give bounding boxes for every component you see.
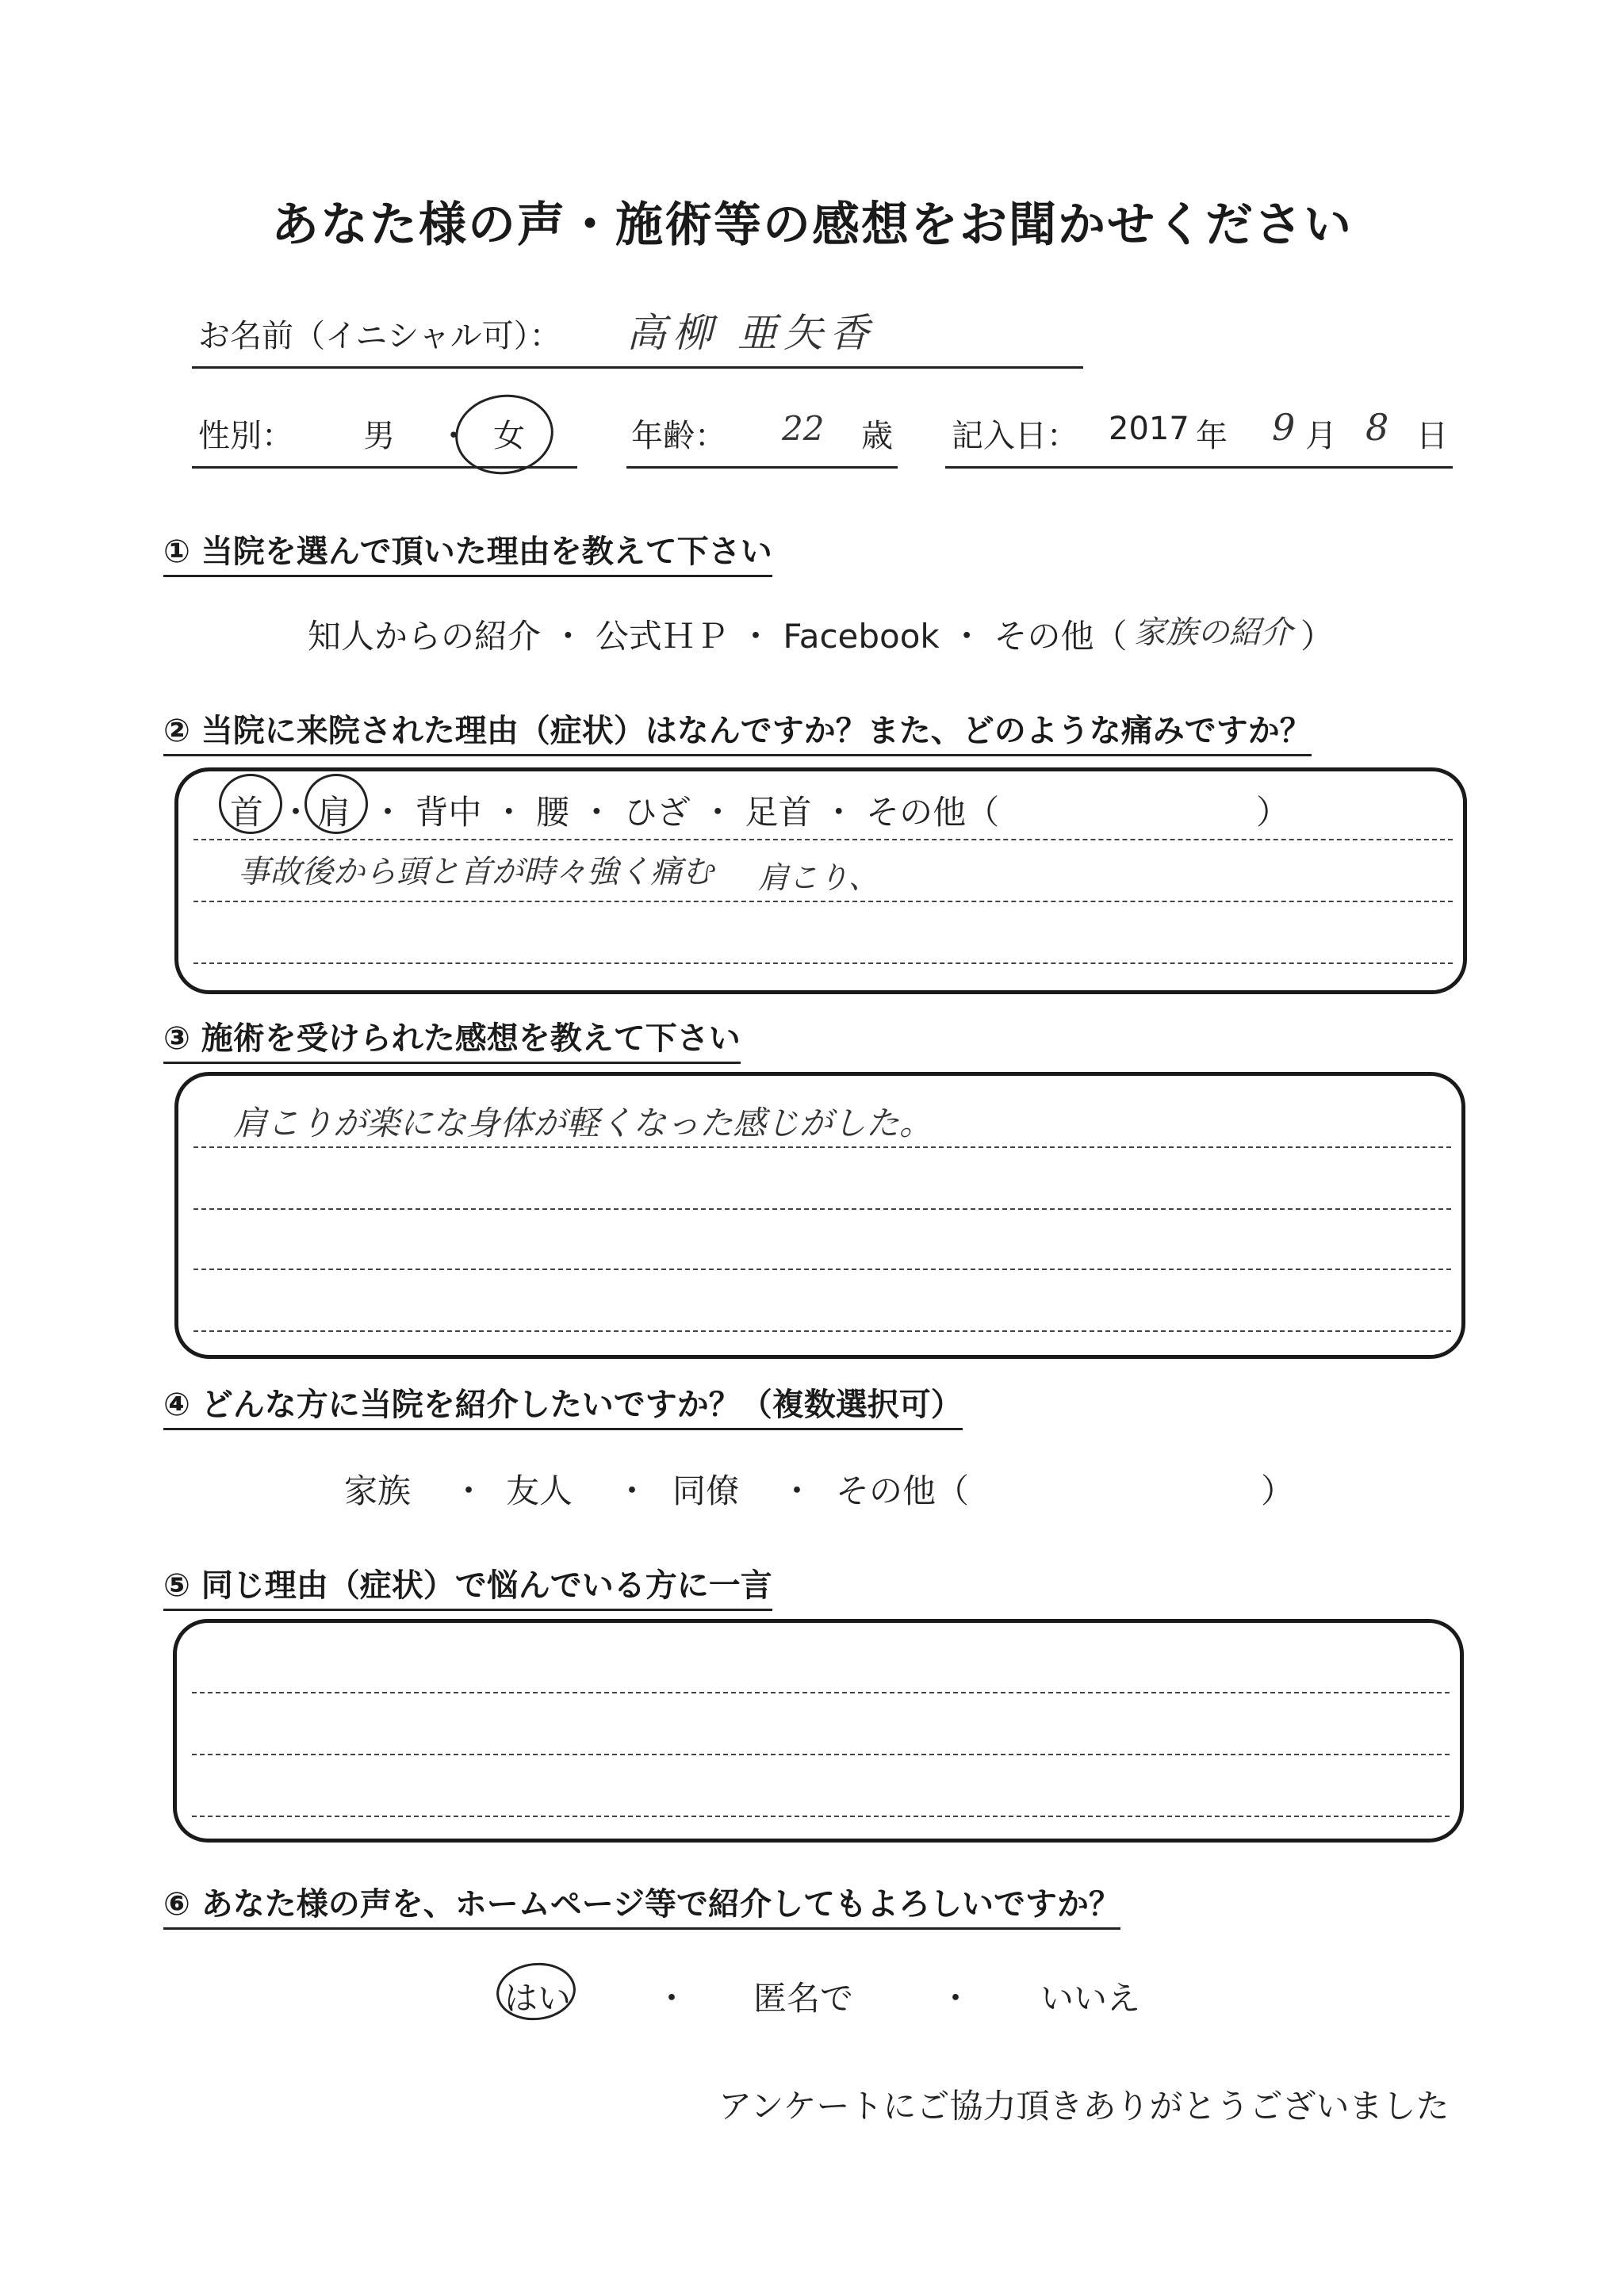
gender-underline <box>192 466 577 469</box>
q2-neck-selected-circle <box>219 774 282 834</box>
q2-answer-text[interactable]: 事故後から頭と首が時々強く痛む <box>238 854 714 890</box>
q6-separator-1: ・ <box>655 1979 689 2018</box>
q2-close-paren: ） <box>1256 793 1290 832</box>
q3-dash-line-3 <box>193 1269 1451 1270</box>
name-value[interactable]: 高柳 亜矢香 <box>626 310 875 356</box>
q6-option-no[interactable]: いいえ <box>1040 1979 1141 2018</box>
date-month-unit: 月 <box>1305 418 1337 454</box>
date-day[interactable]: 8 <box>1365 406 1389 449</box>
q2-answer-text-2[interactable]: 肩こり、 <box>758 860 879 895</box>
age-label: 年齢： <box>631 418 726 454</box>
age-value[interactable]: 22 <box>782 409 825 448</box>
q1-heading: ① 当院を選んで頂いた理由を教えて下さい <box>163 526 772 577</box>
q2-dash-line-3 <box>193 962 1453 964</box>
gender-female-option[interactable]: 女 <box>493 418 525 454</box>
q2-options-rest[interactable]: ・ 背中 ・ 腰 ・ ひざ ・ 足首 ・ その他（ <box>371 793 1000 832</box>
q5-dash-line-3 <box>192 1816 1450 1817</box>
date-year-unit: 年 <box>1196 418 1228 454</box>
q4-separator-2: ・ <box>615 1471 649 1510</box>
date-underline <box>945 466 1453 469</box>
q2-dash-line-1 <box>193 839 1453 840</box>
q5-dash-line-1 <box>192 1692 1450 1693</box>
q1-options[interactable]: 知人からの紹介 ・ 公式ＨＰ ・ Facebook ・ その他（ <box>308 617 1128 656</box>
q2-separator: ・ <box>279 793 313 832</box>
q3-dash-line-4 <box>193 1330 1451 1332</box>
q5-dash-line-2 <box>192 1754 1450 1755</box>
date-month[interactable]: 9 <box>1272 406 1296 449</box>
q2-dash-line-2 <box>193 901 1453 902</box>
q4-close-paren: ） <box>1261 1471 1295 1510</box>
footer-thanks: アンケートにご協力頂きありがとうございました <box>718 2087 1450 2126</box>
date-day-unit: 日 <box>1416 418 1448 454</box>
q2-shoulder-selected-circle <box>304 774 368 834</box>
gender-label: 性別： <box>198 418 293 454</box>
gender-male-option[interactable]: 男 <box>363 418 395 454</box>
q6-separator-2: ・ <box>939 1979 973 2018</box>
date-label: 記入日： <box>952 418 1078 454</box>
q2-heading: ② 当院に来院された理由（症状）はなんですか？また、どのような痛みですか？ <box>163 706 1312 756</box>
gender-separator: ・ <box>438 418 469 454</box>
q4-option-other[interactable]: その他（ <box>836 1471 970 1510</box>
page-title: あなた様の声・施術等の感想をお聞かせください <box>271 197 1353 253</box>
age-underline <box>626 466 898 469</box>
q6-option-yes[interactable]: はい <box>504 1979 572 2018</box>
q4-heading: ④ どんな方に当院を紹介したいですか？（複数選択可） <box>163 1380 963 1430</box>
q3-answer-text[interactable]: 肩こりが楽にな身体が軽くなった感じがした。 <box>233 1104 933 1142</box>
q5-heading: ⑤ 同じ理由（症状）で悩んでいる方に一言 <box>163 1560 772 1611</box>
q6-option-anonymous[interactable]: 匿名で <box>753 1979 854 2018</box>
q4-separator-1: ・ <box>452 1471 486 1510</box>
age-unit: 歳 <box>861 418 893 454</box>
q4-separator-3: ・ <box>780 1471 814 1510</box>
q3-dash-line-2 <box>193 1208 1451 1210</box>
q3-dash-line-1 <box>193 1146 1451 1148</box>
name-underline <box>192 366 1083 369</box>
q4-option-family[interactable]: 家族 <box>344 1471 412 1510</box>
q1-other-value[interactable]: 家族の紹介 <box>1134 614 1293 651</box>
q5-answer-box <box>173 1619 1464 1843</box>
q2-option-shoulder[interactable]: 肩 <box>317 793 351 832</box>
q4-option-colleague[interactable]: 同僚 <box>672 1471 740 1510</box>
q4-option-friend[interactable]: 友人 <box>506 1471 573 1510</box>
q1-close-paren: ） <box>1300 617 1335 656</box>
name-label: お名前（イニシャル可）： <box>198 318 561 354</box>
q3-heading: ③ 施術を受けられた感想を教えて下さい <box>163 1013 741 1064</box>
q6-heading: ⑥ あなた様の声を、ホームページ等で紹介してもよろしいですか？ <box>163 1879 1120 1930</box>
date-year[interactable]: 2017 <box>1109 411 1189 447</box>
q2-option-neck[interactable]: 首 <box>230 793 264 832</box>
